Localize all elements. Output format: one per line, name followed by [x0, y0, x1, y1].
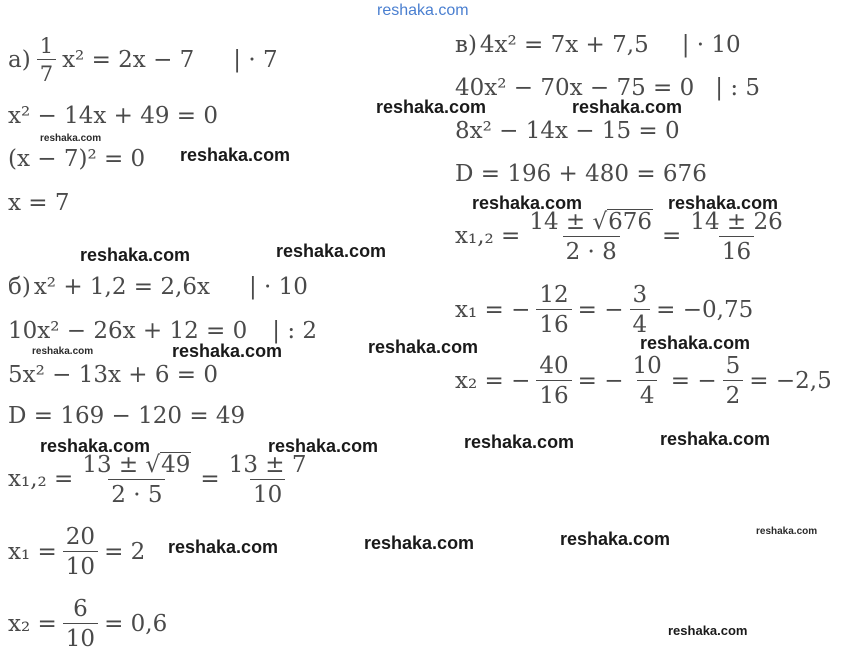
v-op-1: | · 10: [681, 32, 741, 58]
b-x12-den-b: 10: [250, 479, 285, 507]
v-x2-num-b: 10: [632, 353, 662, 379]
b-sqrt: √ 49: [145, 452, 191, 478]
v-op-2: | : 5: [715, 75, 761, 101]
v-x1-num-b: 3: [632, 282, 648, 308]
b-op-2: | : 2: [272, 318, 318, 344]
b-eq-1: x² + 1,2 = 2,6x: [33, 274, 210, 300]
v-eq-2: 40x² − 70x − 75 = 0: [455, 75, 695, 101]
v-x1-res: = −0,75: [656, 296, 754, 323]
b-x2-num: 6: [73, 596, 88, 622]
v-x2-den-a: 16: [536, 380, 571, 408]
b-x1-num: 20: [65, 524, 96, 550]
a-line-3: (x − 7)² = 0: [8, 146, 146, 172]
watermark: reshaka.com: [40, 133, 102, 144]
v-x1-den-a: 16: [536, 309, 571, 337]
v-x2-num-a: 40: [539, 353, 569, 379]
b-x12-den-a: 2 · 5: [108, 479, 165, 507]
b-x1-lhs: x₁ =: [8, 538, 57, 565]
b-x1-frac: [63, 525, 98, 579]
b-x2-line: [8, 597, 167, 651]
b-x1-line: [8, 525, 145, 579]
a-fraction: [37, 35, 56, 85]
v-x12-den-a: 2 · 8: [563, 236, 620, 264]
b-x12-num-a-text: 13 ±: [82, 452, 139, 478]
watermark: reshaka.com: [640, 333, 751, 353]
b-x2-res: = 0,6: [104, 610, 168, 637]
watermark: reshaka.com: [668, 623, 748, 638]
b-line-3: 5x² − 13x + 6 = 0: [8, 362, 219, 388]
v-x1-num-a: 12: [539, 282, 569, 308]
v-x2-line: [455, 354, 832, 408]
v-x2-frac-a: [536, 354, 571, 408]
b-line-2: [8, 320, 317, 343]
watermark: reshaka.com: [668, 193, 779, 213]
a-op-1: | · 7: [233, 46, 278, 73]
b-x1-den: 10: [63, 551, 98, 579]
v-x2-res: = −2,5: [749, 367, 832, 394]
v-line-3: 8x² − 14x − 15 = 0: [455, 118, 680, 144]
v-label: в): [455, 32, 477, 58]
v-x2-den-b: 4: [637, 380, 658, 408]
v-x12-lhs: x₁,₂ =: [455, 223, 521, 250]
watermark: reshaka.com: [180, 145, 291, 165]
v-x2-frac-c: [723, 354, 744, 408]
b-x12-frac-b: [226, 453, 310, 507]
b-eq-2: 10x² − 26x + 12 = 0: [8, 318, 248, 344]
v-x1-mid: = −: [577, 296, 624, 323]
v-x1-den-b: 4: [630, 309, 651, 337]
watermark: reshaka.com: [268, 436, 379, 456]
watermark: reshaka.com: [368, 337, 479, 357]
v-x12-frac-a: [526, 209, 656, 264]
b-x12-eq: =: [200, 466, 220, 493]
b-sqrt-radicand: 49: [161, 452, 191, 478]
v-sqrt: √ 676: [592, 209, 653, 235]
b-x12-line: [8, 452, 313, 507]
watermark: reshaka.com: [40, 436, 151, 456]
a-label: а): [8, 46, 31, 73]
b-x12-num-b: 13 ± 7: [228, 451, 307, 478]
a-frac-den: 7: [37, 59, 56, 85]
b-x1-res: = 2: [104, 538, 146, 565]
watermark: reshaka.com: [168, 537, 279, 557]
a-line-4: x = 7: [8, 190, 70, 216]
watermark: reshaka.com: [472, 193, 583, 213]
v-x12-eq: =: [662, 223, 682, 250]
v-x12-line: [455, 209, 789, 264]
v-x12-num-b: 14 ± 26: [690, 208, 783, 235]
v-x2-mid-2: = −: [670, 367, 717, 394]
watermark-top: reshaka.com: [377, 2, 469, 19]
watermark: reshaka.com: [80, 245, 191, 265]
watermark: reshaka.com: [464, 432, 575, 452]
b-x12-lhs: x₁,₂ =: [8, 466, 74, 493]
a-eq-1: x² = 2x − 7: [62, 46, 195, 73]
b-x2-frac: [63, 597, 98, 651]
watermark: reshaka.com: [364, 533, 475, 553]
watermark: reshaka.com: [172, 341, 283, 361]
v-x1-line: [455, 283, 753, 337]
b-x12-frac-a: [79, 452, 194, 507]
v-x2-num-c: 5: [725, 353, 741, 379]
b-x2-lhs: x₂ =: [8, 610, 57, 637]
watermark: reshaka.com: [276, 241, 387, 261]
v-x2-den-c: 2: [723, 380, 744, 408]
b-line-4: D = 169 − 120 = 49: [8, 403, 246, 429]
a-line-1: [8, 35, 278, 85]
v-eq-1: 4x² = 7x + 7,5: [479, 32, 649, 58]
v-x2-mid-1: = −: [577, 367, 624, 394]
v-sqrt-radicand: 676: [608, 209, 653, 235]
b-line-1: [8, 276, 308, 299]
v-x12-frac-b: [687, 210, 785, 264]
b-x2-den: 10: [63, 623, 98, 651]
v-x1-lhs: x₁ = −: [455, 296, 531, 323]
v-x1-frac-a: [536, 283, 571, 337]
v-x12-num-a-text: 14 ±: [529, 209, 586, 235]
watermark: reshaka.com: [572, 97, 683, 117]
watermark: reshaka.com: [376, 97, 487, 117]
a-frac-num: 1: [39, 34, 54, 58]
v-x2-lhs: x₂ = −: [455, 367, 531, 394]
v-x2-frac-b: [630, 354, 665, 408]
v-x12-den-b: 16: [719, 236, 754, 264]
v-x1-frac-b: [630, 283, 651, 337]
b-label: б): [8, 274, 31, 300]
watermark: reshaka.com: [660, 429, 771, 449]
watermark: reshaka.com: [756, 526, 818, 537]
watermark: reshaka.com: [32, 346, 94, 357]
v-line-1: [455, 34, 741, 57]
watermark: reshaka.com: [560, 529, 671, 549]
a-line-2: x² − 14x + 49 = 0: [8, 103, 219, 129]
v-line-4: D = 196 + 480 = 676: [455, 161, 707, 187]
b-op-1: | · 10: [248, 274, 308, 300]
